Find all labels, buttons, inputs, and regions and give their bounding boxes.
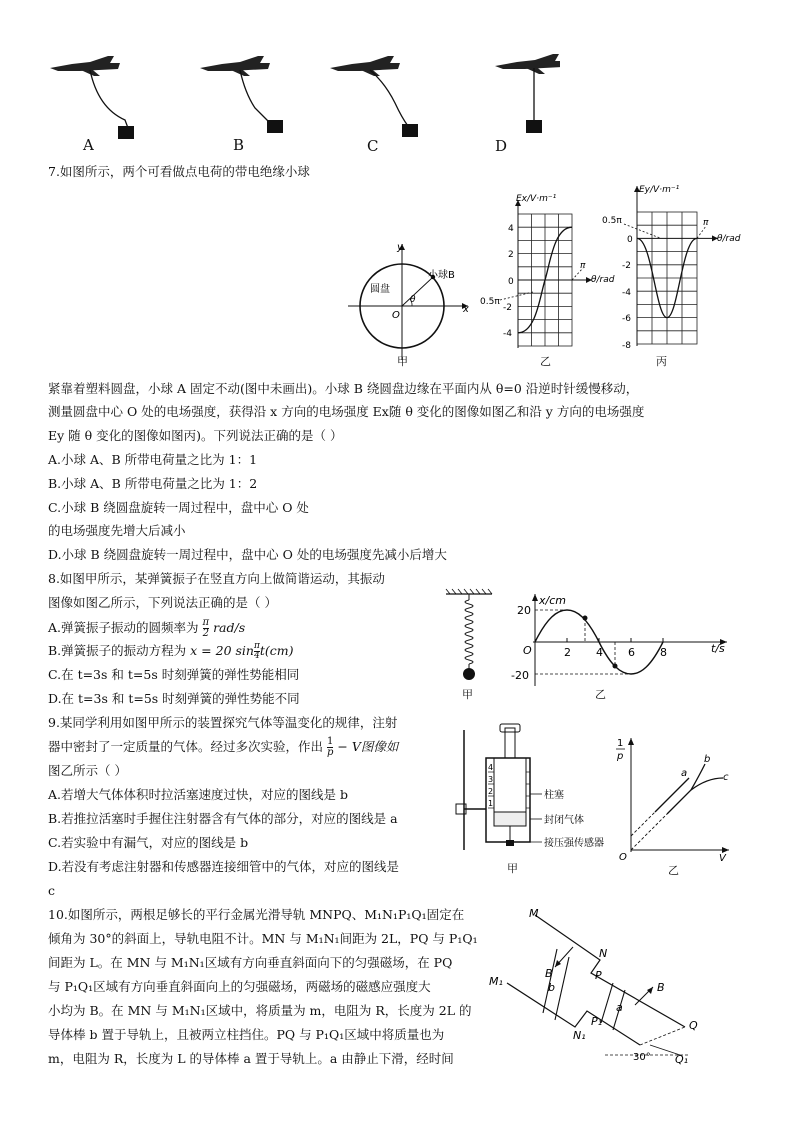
q9-option-d: D.若没有考虑注射器和传感器连接细管中的气体，对应的图线是 [48,859,400,874]
q8-option-b [48,642,294,661]
gas-label: 封闭气体 [544,815,584,826]
q8-b-num: π [253,641,260,651]
bing-tick-0: 0 [627,235,633,245]
q10-line-2: 倾角为 30°的斜面上，导轨电阻不计。MN 与 M₁N₁间距为 2L，PQ 与 P₁Q₁ [48,931,478,946]
q7-option-a: A.小球 A、B 所带电荷量之比为 1：1 [48,452,258,467]
curve-c-label: c [723,772,729,783]
q6-figures [40,48,560,163]
bing-tick-m8: -8 [622,341,631,351]
label-q: Q [689,1019,698,1032]
q8-tick-2: 2 [564,646,571,659]
q8-option-d: D.在 t=3s 和 t=5s 时刻弹簧的弹性势能不同 [48,691,300,706]
q7-fig-bing-caption: 丙 [656,355,667,368]
yi-tick-4: 4 [508,224,514,234]
q9-origin: O [619,852,627,862]
q8-tick-m20: -20 [511,669,529,682]
yi-ylabel: Ex/V·m⁻¹ [516,194,557,204]
q8-ylabel: x/cm [539,594,566,607]
q9-apparatus [450,722,625,857]
bing-half-pi-label: 0.5π [602,216,622,226]
q10-rails-figure [485,905,705,1070]
q8-b-prefix: B.弹簧振子的振动方程为 [48,643,187,658]
q9-cap-jia: 甲 [507,862,518,875]
q9-stem-3: 图乙所示（ ） [48,763,127,778]
q9-ylabel-num: 1 [617,738,624,749]
sensor-label: 接压强传感器 [544,838,604,849]
yi-half-pi-label: 0.5π [480,297,500,307]
q7-stem: 7.如图所示，两个可看做点电荷的带电绝缘小球 [48,164,310,179]
ball-b-label: 小球B [428,270,455,281]
q9-fraction [327,737,333,758]
yi-tick-0: 0 [508,277,514,287]
bing-tick-m2: -2 [622,261,631,271]
q9-cap-yi: 乙 [668,864,679,877]
yi-tick-2: 2 [508,250,514,260]
bing-ylabel: Ey/V·m⁻¹ [639,185,680,195]
theta-label: θ [410,295,416,305]
option-label-c: C [367,137,379,155]
option-label-b: B [233,136,245,154]
q7-body-2: 测量圆盘中心 O 处的电场强度，获得沿 x 方向的电场强度 Ex随 θ 变化的图像如图乙和沿 y 方向的电场强度 [48,404,645,419]
jet-c [330,56,418,137]
bing-pi-label: π [703,218,709,228]
piston-label: 柱塞 [544,790,564,801]
q8-a-prefix: A.弹簧振子振动的圆频率为 [48,620,199,635]
q8-stem-2: 图像如图乙所示，下列说法正确的是（ ） [48,595,277,610]
q8-tick-20: 20 [517,604,531,617]
bar-b-label: b [548,981,555,994]
q7-option-c: C.小球 B 绕圆盘旋转一周过程中，盘中心 O 处 [48,500,309,515]
q8-cap-jia: 甲 [462,688,473,701]
q9-option-b: B.若推拉活塞时手握住注射器含有气体的部分，对应的图线是 a [48,811,398,826]
curve-a-label: a [681,768,688,779]
curve-b-label: b [704,754,711,765]
q8-xlabel: t/s [711,642,725,655]
q7-fig-jia-caption: 甲 [397,355,408,368]
y-axis-label: y [397,242,403,253]
q9-option-a: A.若增大气体体积时拉活塞速度过快，对应的图线是 b [48,787,348,802]
q8-a-num: π [202,617,210,628]
q7-option-b: B.小球 A、B 所带电荷量之比为 1：2 [48,476,258,491]
label-m: M [529,907,539,920]
q9-xlabel: V [719,853,726,862]
scale-3: 3 [488,775,494,784]
label-b-field-1: B [545,967,553,980]
jet-d [495,54,560,133]
label-m1: M₁ [489,975,503,988]
scale-4: 4 [488,763,494,772]
q7-fig-jia [340,240,475,370]
q8-tick-6: 6 [628,646,635,659]
label-n1: N₁ [573,1029,586,1042]
q8-option-c: C.在 t=3s 和 t=5s 时刻弹簧的弹性势能相同 [48,667,300,682]
q8-origin: O [523,644,532,657]
q8-spring-figure [440,588,500,688]
q8-b-formula: x = 20 sin [190,643,254,658]
label-n: N [599,947,608,960]
q8-cap-yi: 乙 [595,688,606,701]
scale-2: 2 [488,787,494,796]
q9-stem-2b: − V图像如 [337,739,399,754]
q10-line-1: 10.如图所示，两根足够长的平行金属光滑导轨 MNPQ、M₁N₁P₁Q₁固定在 [48,907,465,922]
disk-label: 圆盘 [370,284,390,295]
q7-option-d: D.小球 B 绕圆盘旋转一周过程中，盘中心 O 处的电场强度先减小后增大 [48,547,447,562]
q8-xt-graph [505,590,735,690]
q8-tick-8: 8 [660,646,667,659]
q7-fig-yi [478,188,618,360]
bing-xlabel: θ/rad [717,234,741,244]
q8-b-den: 4 [254,651,260,661]
q10-line-7: m，电阻为 R，长度为 L 的导体棒 a 置于导轨上。a 由静止下滑，经时间 [48,1051,454,1066]
q8-a-suffix: rad/s [213,620,246,635]
q8-stem-1: 8.如图甲所示，某弹簧振子在竖直方向上做简谐运动，其振动 [48,571,385,586]
q9-stem-2a: 器中密封了一定质量的气体。经过多次实验，作出 [48,739,324,754]
q10-line-5: 小均为 B。在 MN 与 M₁N₁区域中，将质量为 m，电阻为 R，长度为 2L 的 [48,1003,472,1018]
q9-option-d-cont: c [48,883,56,898]
q9-graph [615,732,740,862]
label-q1: Q₁ [675,1053,689,1066]
yi-tick-m2: -2 [503,303,512,313]
q10-line-3: 间距为 L。在 MN 与 M₁N₁区域有方向垂直斜面向下的匀强磁场，在 PQ [48,955,453,970]
scale-1: 1 [488,799,494,808]
q8-a-fraction [203,618,210,639]
q7-body-3: Ey 随 θ 变化的图像如图丙)。下列说法正确的是（ ） [48,428,343,443]
q9-ylabel-den: p [617,751,624,762]
q7-body-1: 紧靠着塑料圆盘，小球 A 固定不动(图中未画出)。小球 B 绕圆盘边缘在平面内从 θ=0 沿逆时针缓慢移动， [48,381,639,396]
yi-pi-label: π [580,261,586,271]
x-axis-label: x [463,304,469,315]
bing-tick-m6: -6 [622,314,631,324]
label-b-field-2: B [657,981,665,994]
q10-line-6: 导体棒 b 置于导轨上，且被两立柱挡住。PQ 与 P₁Q₁区域中将质量也为 [48,1027,445,1042]
angle-label: 30° [633,1052,651,1063]
q8-option-a [48,618,245,639]
bar-a-label: a [616,1001,623,1014]
q8-tick-4: 4 [596,646,603,659]
q7-option-c-cont: 的电场强度先增大后减小 [48,523,186,538]
q10-line-4: 与 P₁Q₁区域有方向垂直斜面向上的匀强磁场，两磁场的磁感应强度大 [48,979,431,994]
q9-option-c: C.若实验中有漏气，对应的图线是 b [48,835,249,850]
yi-tick-m4: -4 [503,329,512,339]
yi-xlabel: θ/rad [591,275,615,285]
q8-a-den: 2 [202,628,209,639]
jet-b [200,56,283,133]
q9-frac-num: 1 [327,736,334,747]
q7-fig-bing [600,180,760,355]
origin-label: O [392,310,400,321]
q8-b-suffix: t(cm) [259,643,294,658]
q7-fig-yi-caption: 乙 [540,355,551,368]
q9-stem-2 [48,737,398,758]
q9-frac-den: p [327,747,334,758]
q9-stem-1: 9.某同学利用如图甲所示的装置探究气体等温变化的规律，注射 [48,715,398,730]
bing-tick-m4: -4 [622,288,631,298]
jet-a [50,56,134,139]
label-p1: P₁ [591,1015,603,1028]
label-p: P [595,969,602,982]
option-label-a: A [83,136,94,154]
option-label-d: D [495,137,508,155]
